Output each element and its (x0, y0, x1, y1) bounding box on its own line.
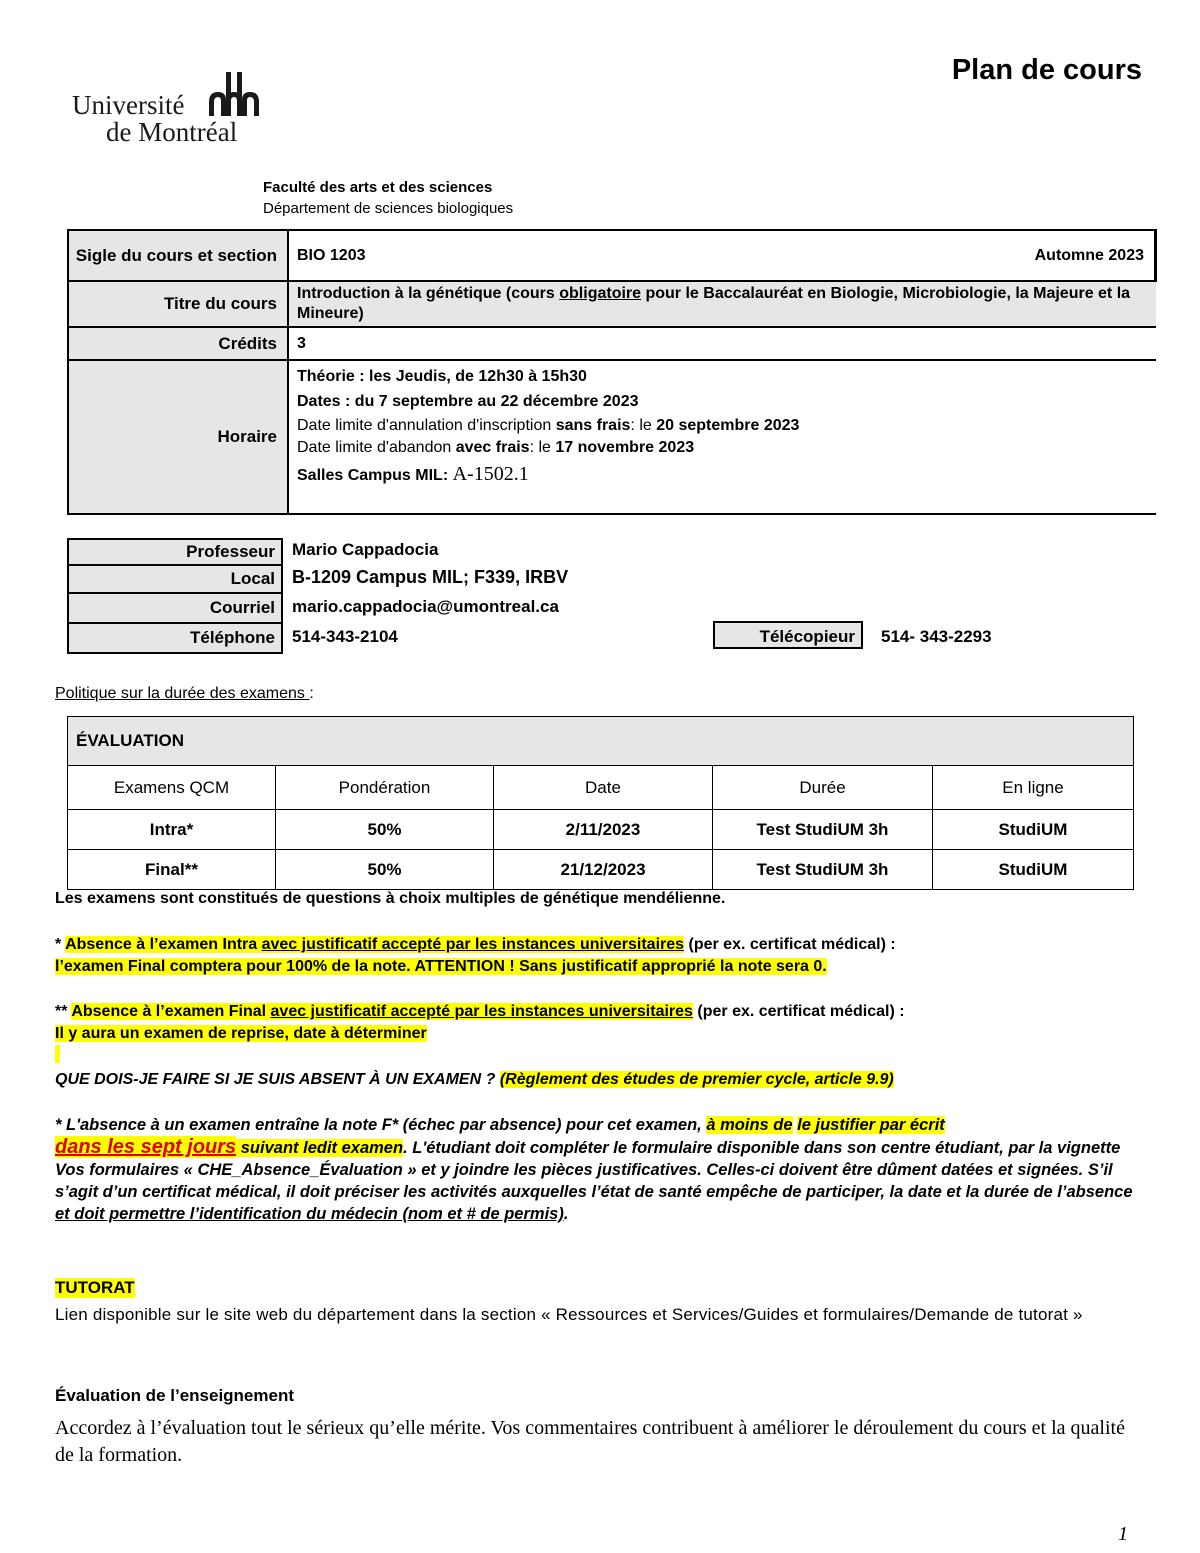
logo-line2: de Montréal (106, 117, 238, 147)
horaire-label: Horaire (68, 360, 288, 514)
prof-name: Mario Cappadocia (292, 540, 439, 559)
prof-fax: 514- 343-2293 (881, 627, 992, 646)
table-cell: Final** (68, 850, 276, 890)
table-cell: 50% (276, 850, 494, 890)
professor-table (67, 538, 283, 654)
page-title: Plan de cours (951, 54, 1142, 86)
credits-label: Crédits (68, 327, 288, 360)
fax-label: Télécopieur (713, 621, 863, 649)
tutorat-title: TUTORAT (55, 1278, 135, 1297)
credits-value: 3 (288, 327, 1156, 360)
horaire-abandon: Date limite d'abandon avec frais: le 17 novembre 2023 (297, 439, 695, 456)
prof-label: Professeur (68, 539, 282, 565)
col-header: Examens QCM (68, 766, 276, 810)
tutorat-text: Lien disponible sur le site web du département dans la section « Ressources et Services/Guides et formulaires/Demande de tutorat » (55, 1305, 1083, 1324)
prof-email[interactable]: mario.cappadocia@umontreal.ca (292, 597, 559, 616)
horaire-salles: Salles Campus MIL: A-1502.1 (297, 463, 529, 485)
table-cell: StudiUM (933, 810, 1134, 850)
faculty-name: Faculté des arts et des sciences (263, 179, 493, 196)
course-session: Automne 2023 (1034, 246, 1144, 264)
prof-phone: 514-343-2104 (292, 627, 398, 646)
course-info-table (67, 229, 1157, 515)
horaire-details (288, 360, 1156, 514)
sigle-label: Sigle du cours et section (68, 230, 288, 281)
horaire-dates: Dates : du 7 septembre au 22 décembre 2023 (297, 393, 639, 410)
course-title: Introduction à la génétique (cours obligatoire pour le Baccalauréat en Biologie, Microbiologie, la Majeure et la Mineure) (288, 281, 1156, 327)
course-code: BIO 1203 (297, 246, 366, 264)
university-logo (72, 70, 272, 150)
horaire-annulation: Date limite d'annulation d'inscription sans frais: le 20 septembre 2023 (297, 417, 800, 434)
col-header: Pondération (276, 766, 494, 810)
table-row (68, 850, 1134, 890)
final-absence-note: ** Absence à l’examen Final avec justificatif accepté par les instances universitaires (per ex. certificat médical) : Il y aura un examen de reprise, date à déterminer (55, 1001, 1145, 1070)
table-cell: Intra* (68, 810, 276, 850)
table-row (68, 810, 1134, 850)
enseignement-title: Évaluation de l’enseignement (55, 1386, 295, 1405)
logo-line1: Université (72, 90, 185, 120)
page-number: 1 (1118, 1523, 1128, 1545)
absence-rule: * L'absence à un examen entraîne la note F* (échec par absence) pour cet examen, à moins de le justifier par écrit dans les sept jours suivant ledit examen. L'étudiant doit compléter le formulaire disponible dans son centre étudiant, par la vignette Vos formulaires « CHE_Absence_Évaluation » et y joindre les pièces justificatives. Celles-ci doivent être dûment datées et signées. S’il s’agit d’un certificat médical, il doit préciser les activités auxquelles l’état de santé empêche de participer, la date et la durée de l’absence et doit permettre l’identification du médecin (nom et # de permis). (55, 1116, 1133, 1223)
courriel-label: Courriel (68, 593, 282, 623)
tel-label: Téléphone (68, 623, 282, 653)
table-cell: 50% (276, 810, 494, 850)
department-name: Département de sciences biologiques (263, 200, 514, 217)
evaluation-title: ÉVALUATION (68, 717, 1134, 766)
col-header: Date (494, 766, 713, 810)
table-cell: 21/12/2023 (494, 850, 713, 890)
table-cell: 2/11/2023 (494, 810, 713, 850)
horaire-theorie: Théorie : les Jeudis, de 12h30 à 15h30 (297, 368, 587, 385)
col-header: En ligne (933, 766, 1134, 810)
local-label: Local (68, 565, 282, 593)
absence-question: QUE DOIS-JE FAIRE SI JE SUIS ABSENT À UN EXAMEN ? (Règlement des études de premier cycle, article 9.9) (55, 1071, 894, 1088)
table-cell: StudiUM (933, 850, 1134, 890)
exam-duration-policy-link[interactable]: Politique sur la durée des examens : (55, 685, 314, 702)
enseignement-text: Accordez à l’évaluation tout le sérieux qu’elle mérite. Vos commentaires contribuent à améliorer le déroulement du cours et la qualité de la formation. (55, 1417, 1125, 1466)
qcm-note: Les examens sont constitués de questions à choix multiples de génétique mendélienne. (55, 890, 726, 907)
table-cell: Test StudiUM 3h (713, 810, 933, 850)
evaluation-table (67, 716, 1134, 890)
prof-local: B-1209 Campus MIL; F339, IRBV (292, 567, 569, 587)
intra-absence-note: * Absence à l’examen Intra avec justificatif accepté par les instances universitaires (per ex. certificat médical) : l’examen Final comptera pour 100% de la note. ATTENTION ! Sans justificatif approprié la note sera 0. (55, 936, 896, 975)
table-cell: Test StudiUM 3h (713, 850, 933, 890)
university-emblem-icon (207, 70, 262, 118)
col-header: Durée (713, 766, 933, 810)
titre-label: Titre du cours (68, 281, 288, 327)
